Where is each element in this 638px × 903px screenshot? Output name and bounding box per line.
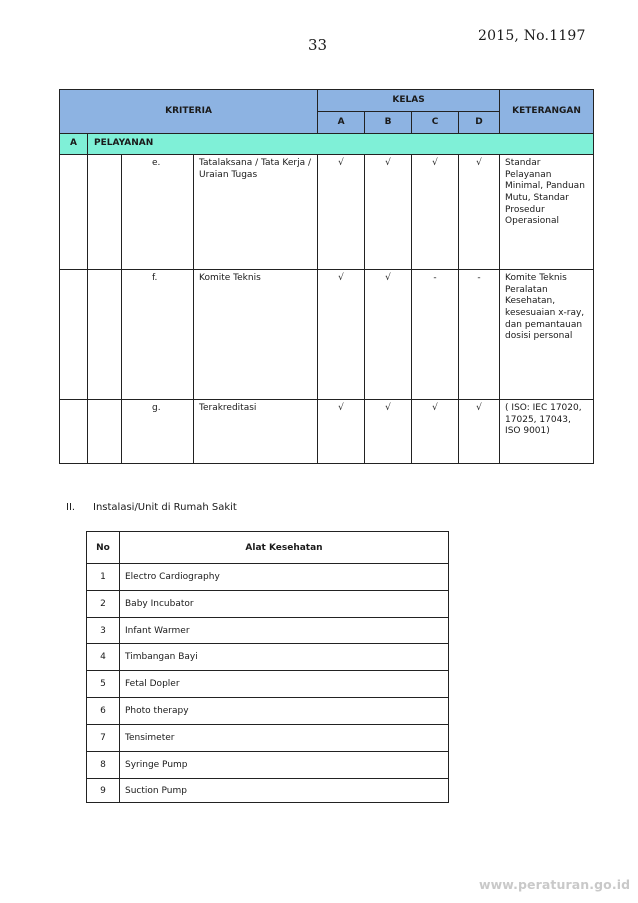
table-row [60, 270, 594, 400]
class-c-header: C [412, 112, 459, 134]
row-remarks: Standar Pelayanan Minimal, Panduan Mutu, Standar Prosedur Operasional [500, 155, 594, 270]
row-criteria: Komite Teknis [194, 270, 318, 400]
mark-b: √ [365, 400, 412, 464]
mark-d: √ [459, 400, 500, 464]
mark-a: √ [318, 400, 365, 464]
row-number: 3 [87, 618, 120, 644]
class-a-header: A [318, 112, 365, 134]
equipment-name: Electro Cardiography [120, 564, 449, 591]
equipment-name: Suction Pump [120, 779, 449, 803]
equipment-name: Fetal Dopler [120, 671, 449, 698]
row-code: g. [122, 400, 194, 464]
mark-d: √ [459, 155, 500, 270]
equipment-name: Baby Incubator [120, 591, 449, 618]
table-row [87, 618, 449, 644]
row-criteria: Terakreditasi [194, 400, 318, 464]
criteria-table [59, 89, 594, 464]
table-row [87, 725, 449, 752]
row-code: f. [122, 270, 194, 400]
row-code: e. [122, 155, 194, 270]
row-remarks: ( ISO: IEC 17020, 17025, 17043, ISO 9001) [500, 400, 594, 464]
remarks-header: KETERANGAN [500, 90, 594, 134]
mark-d: - [459, 270, 500, 400]
row-number: 7 [87, 725, 120, 752]
row-criteria: Tatalaksana / Tata Kerja / Uraian Tugas [194, 155, 318, 270]
section-letter: A [60, 134, 88, 155]
equipment-header: Alat Kesehatan [120, 532, 449, 564]
criteria-header: KRITERIA [60, 90, 318, 134]
table-row [87, 779, 449, 803]
section-number: II. [66, 502, 76, 513]
section-heading [66, 502, 237, 513]
row-number: 6 [87, 698, 120, 725]
page-number: 33 [308, 36, 328, 54]
mark-a: √ [318, 155, 365, 270]
table-row [87, 591, 449, 618]
equipment-table [86, 531, 449, 803]
table-row [87, 644, 449, 671]
row-remarks: Komite Teknis Peralatan Kesehatan, kesesuaian x-ray, dan pemantauan dosisi personal [500, 270, 594, 400]
table-row [87, 698, 449, 725]
document-reference: 2015, No.1197 [478, 28, 586, 44]
class-group-header: KELAS [318, 90, 500, 112]
section-row [60, 134, 594, 155]
section-title: Instalasi/Unit di Rumah Sakit [93, 502, 237, 513]
mark-a: √ [318, 270, 365, 400]
table-row [60, 400, 594, 464]
no-header: No [87, 532, 120, 564]
mark-c: - [412, 270, 459, 400]
mark-b: √ [365, 270, 412, 400]
table-row [87, 564, 449, 591]
table-row [87, 671, 449, 698]
mark-b: √ [365, 155, 412, 270]
equipment-name: Infant Warmer [120, 618, 449, 644]
row-number: 2 [87, 591, 120, 618]
row-number: 1 [87, 564, 120, 591]
row-number: 5 [87, 671, 120, 698]
section-title: PELAYANAN [88, 134, 594, 155]
equipment-name: Tensimeter [120, 725, 449, 752]
table-row [87, 752, 449, 779]
class-b-header: B [365, 112, 412, 134]
mark-c: √ [412, 155, 459, 270]
mark-c: √ [412, 400, 459, 464]
row-number: 9 [87, 779, 120, 803]
row-number: 8 [87, 752, 120, 779]
row-number: 4 [87, 644, 120, 671]
equipment-name: Photo therapy [120, 698, 449, 725]
table-row [60, 155, 594, 270]
equipment-name: Timbangan Bayi [120, 644, 449, 671]
equipment-name: Syringe Pump [120, 752, 449, 779]
source-watermark[interactable]: www.peraturan.go.id [479, 877, 631, 892]
class-d-header: D [459, 112, 500, 134]
